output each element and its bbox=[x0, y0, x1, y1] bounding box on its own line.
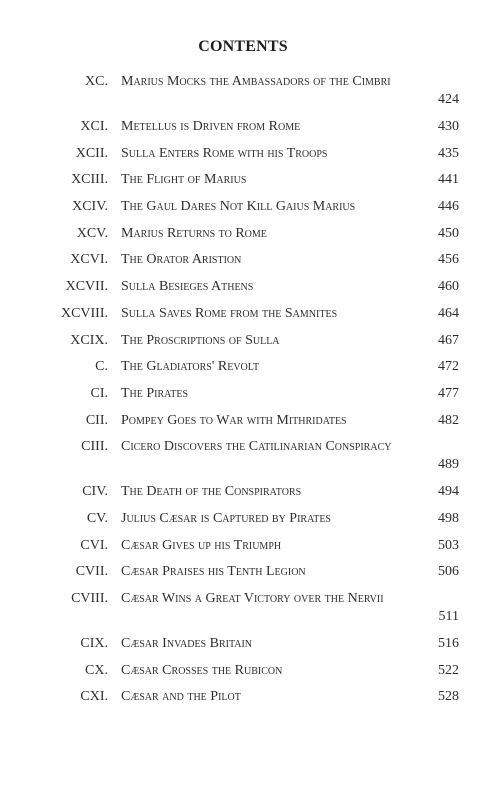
chapter-number: XCII. bbox=[75, 145, 108, 161]
chapter-number: CI. bbox=[90, 385, 108, 401]
chapter-title: Julius Cæsar is Captured by Pirates bbox=[121, 510, 331, 526]
chapter-number: XCIV. bbox=[72, 199, 108, 215]
toc-entry bbox=[0, 332, 486, 359]
chapter-title: Cæsar Praises his Tenth Legion bbox=[121, 564, 306, 580]
chapter-title: Cæsar Crosses the Rubicon bbox=[121, 662, 283, 678]
chapter-title: Cæsar Gives up his Triumph bbox=[121, 537, 282, 553]
toc-entry bbox=[0, 278, 486, 305]
page-title: CONTENTS bbox=[198, 38, 288, 55]
page-number: 489 bbox=[438, 457, 459, 473]
toc-entry bbox=[0, 537, 486, 564]
page-number: 441 bbox=[438, 172, 459, 188]
chapter-number: XCVII. bbox=[65, 279, 108, 295]
page-number: 435 bbox=[438, 145, 459, 161]
page-number: 498 bbox=[438, 510, 459, 526]
chapter-number: CVI. bbox=[80, 537, 108, 553]
page-number: 516 bbox=[438, 636, 459, 651]
page-number: 424 bbox=[438, 92, 459, 107]
chapter-title: Sulla Besieges Athens bbox=[121, 279, 254, 295]
toc-entry bbox=[0, 688, 486, 715]
chapter-title: Pompey Goes to War with Mithridates bbox=[121, 412, 347, 428]
page-number: 482 bbox=[438, 412, 459, 428]
chapter-number: XCIII. bbox=[71, 172, 108, 188]
toc-entry bbox=[0, 385, 486, 412]
chapter-title: Sulla Saves Rome from the Samnites bbox=[121, 305, 338, 321]
chapter-title: Cæsar and the Pilot bbox=[121, 689, 241, 705]
toc-entry bbox=[0, 358, 486, 385]
chapter-title: Cicero Discovers the Catilinarian Conspiracy bbox=[121, 439, 392, 455]
page-number: 446 bbox=[438, 199, 459, 215]
toc-entry bbox=[0, 305, 486, 332]
chapter-title: The Death of the Conspirators bbox=[121, 484, 302, 500]
toc-entry bbox=[0, 145, 486, 172]
page-number: 460 bbox=[438, 279, 459, 295]
chapter-number: CVIII. bbox=[71, 591, 108, 606]
chapter-number: XCVI. bbox=[70, 252, 108, 268]
page-number: 511 bbox=[438, 609, 459, 624]
chapter-number: C. bbox=[95, 359, 108, 375]
page-number: 506 bbox=[438, 564, 459, 580]
page-number: 503 bbox=[438, 537, 459, 553]
page-number: 528 bbox=[438, 689, 459, 705]
chapter-number: CV. bbox=[86, 510, 108, 526]
toc-entry bbox=[0, 438, 486, 483]
chapter-title: Marius Mocks the Ambassadors of the Cimbri bbox=[121, 74, 391, 89]
toc-entry bbox=[0, 662, 486, 689]
toc-entry bbox=[0, 251, 486, 278]
chapter-number: XCVIII. bbox=[60, 305, 108, 321]
chapter-number: XCIX. bbox=[70, 332, 108, 348]
chapter-number: XC. bbox=[85, 74, 108, 89]
chapter-title: The Orator Aristion bbox=[121, 252, 242, 268]
page-number: 477 bbox=[438, 385, 459, 401]
chapter-title: The Gladiators' Revolt bbox=[121, 359, 260, 375]
chapter-number: CIII. bbox=[81, 439, 108, 455]
page-number: 467 bbox=[438, 332, 459, 348]
toc-entry bbox=[0, 118, 486, 145]
chapter-title: Metellus is Driven from Rome bbox=[121, 119, 301, 134]
toc-entry bbox=[0, 483, 486, 510]
chapter-number: CXI. bbox=[80, 689, 108, 705]
chapter-number: CX. bbox=[85, 662, 108, 678]
chapter-title: Cæsar Wins a Great Victory over the Nervii bbox=[121, 591, 384, 606]
toc-entry bbox=[0, 225, 486, 252]
page-number: 494 bbox=[438, 484, 459, 500]
page-number: 430 bbox=[438, 119, 459, 134]
chapter-title: Cæsar Invades Britain bbox=[121, 636, 253, 651]
toc-entry bbox=[0, 73, 486, 118]
chapter-number: CIV. bbox=[82, 484, 108, 500]
page-number: 464 bbox=[438, 305, 459, 321]
toc-entry bbox=[0, 635, 486, 662]
chapter-number: CII. bbox=[85, 412, 108, 428]
toc-entry bbox=[0, 412, 486, 439]
page-number: 522 bbox=[438, 662, 459, 678]
page-number: 456 bbox=[438, 252, 459, 268]
toc-entry bbox=[0, 510, 486, 537]
chapter-title: The Pirates bbox=[121, 385, 189, 401]
chapter-title: Sulla Enters Rome with his Troops bbox=[121, 145, 328, 161]
chapter-number: CVII. bbox=[75, 564, 108, 580]
toc-entry bbox=[0, 590, 486, 635]
toc-entry bbox=[0, 198, 486, 225]
chapter-number: XCV. bbox=[76, 225, 108, 241]
page-number: 450 bbox=[438, 225, 459, 241]
page-number: 472 bbox=[438, 359, 459, 375]
chapter-number: XCI. bbox=[80, 119, 108, 134]
toc-entry bbox=[0, 171, 486, 198]
chapter-title: The Proscriptions of Sulla bbox=[121, 332, 280, 348]
chapter-title: The Gaul Dares Not Kill Gaius Marius bbox=[121, 199, 356, 215]
table-of-contents bbox=[0, 73, 486, 715]
chapter-title: The Flight of Marius bbox=[121, 172, 247, 188]
toc-entry bbox=[0, 563, 486, 590]
chapter-title: Marius Returns to Rome bbox=[121, 225, 267, 241]
chapter-number: CIX. bbox=[80, 636, 108, 651]
